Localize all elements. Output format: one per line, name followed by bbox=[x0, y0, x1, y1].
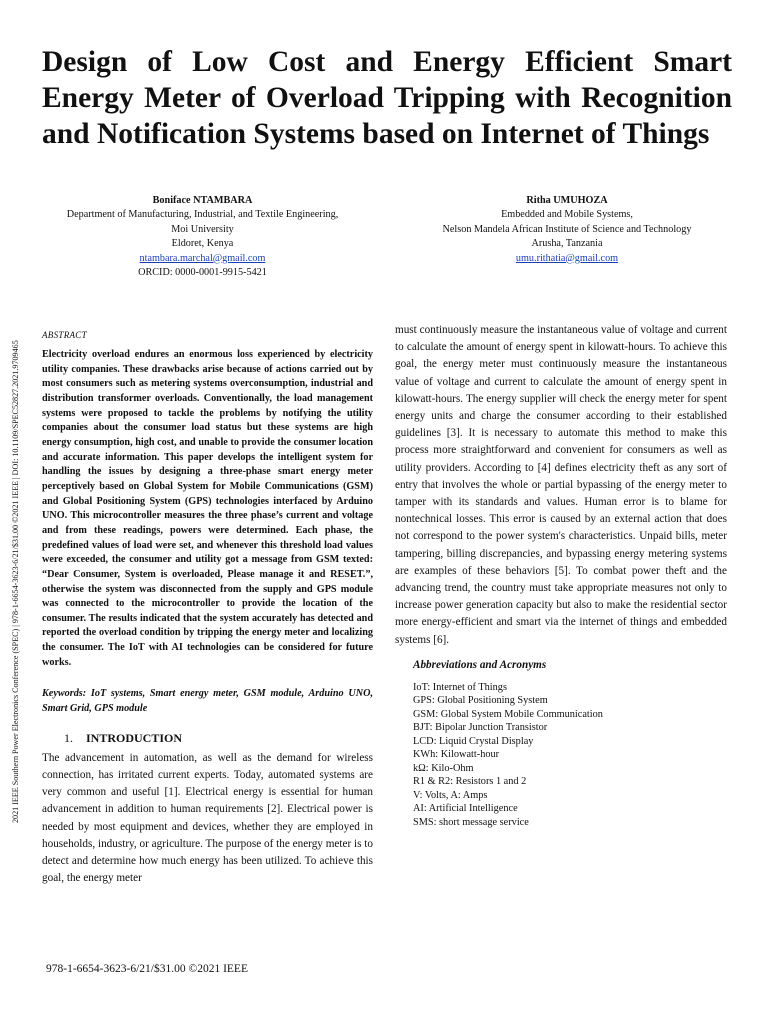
abstract-heading: ABSTRACT bbox=[42, 330, 87, 340]
author-affiliation: Moi University bbox=[171, 223, 234, 235]
acronym-item: R1 & R2: Resistors 1 and 2 bbox=[413, 776, 527, 788]
acronyms-list bbox=[395, 681, 727, 830]
author-name: Ritha UMUHOZA bbox=[526, 195, 608, 206]
acronym-item: SMS: short message service bbox=[413, 816, 529, 828]
author-orcid: ORCID: 0000-0001-9915-5421 bbox=[138, 267, 267, 279]
left-column bbox=[42, 330, 373, 887]
author-location: Eldoret, Kenya bbox=[171, 238, 234, 250]
author-affiliation: Embedded and Mobile Systems, bbox=[501, 209, 633, 221]
author-email-link[interactable]: umu.rithatia@gmail.com bbox=[515, 252, 619, 264]
acronym-item: IoT: Internet of Things bbox=[413, 681, 507, 693]
page-footer: 978-1-6654-3623-6/21/$31.00 ©2021 IEEE bbox=[46, 963, 248, 975]
conference-doi-side-note: 2021 IEEE Southern Power Electronics Conference (SPEC) | 978-1-6654-3623-6/21/$31.00 ©2021 IEEE | DOI: 10.1109/SPEC52827.2021.9709465 bbox=[11, 340, 20, 823]
author-block-1 bbox=[40, 194, 365, 280]
abstract-text: Electricity overload endures an enormous loss experienced by electricity utility companies. These drawbacks arise because of actions carried out by most consumers such as metering systems overconsumption, industrial and distribution transformer overloads. Conventionally, the load management systems were proposed to tackle the problems by notifying the utility companies about the consumer load status but these systems are high energy consumption, high cost, and unable to provide the consumer location and accurate information. This paper develops the intelligent system for handling the issues by designing a three-phase smart energy meter perceptively based on Global System for Mobile Communications (GSM) and Global Positioning System (GPS) technologies interfaced by Arduino UNO. This microcontroller measures the three phase’s current and voltage and from these readings, powers were determined. Each phase, the predefined values of load were set, and whenever this threshold load values were exceeded, the consumer and utility got a message from GSM texted: “Dear Consumer, System is overloaded, Please manage it and RESET.”, otherwise the system was disconnected from the supply and GPS module was connected to the microcontroller to provide the location of the consumer. The results indicated that the system accurately has detected and reported the overload condition by tripping the energy meter and localizing the consumer. The IoT with AI technologies can be considered for future works. bbox=[42, 349, 373, 668]
author-affiliation: Department of Manufacturing, Industrial, and Textile Engineering, bbox=[66, 209, 339, 221]
right-column bbox=[395, 322, 727, 829]
section-number: 1. bbox=[64, 730, 73, 745]
section-title: INTRODUCTION bbox=[86, 730, 183, 745]
author-block-2 bbox=[392, 194, 742, 266]
author-affiliation: Nelson Mandela African Institute of Science and Technology bbox=[442, 223, 692, 235]
acronyms-heading: Abbreviations and Acronyms bbox=[413, 658, 547, 671]
author-location: Arusha, Tanzania bbox=[531, 238, 603, 250]
acronym-item: kΩ: Kilo-Ohm bbox=[413, 762, 474, 774]
introduction-text-left: The advancement in automation, as well as the demand for wireless connection, has irritated current experts. Today, automated systems are very common and useful [1]. Electrical energy is essential for human advancement in addition to human requirements [2]. Electrical power is needed by most equipment and devices, whether they are employed in households, industry, or agriculture. The purpose of the energy meter is to detect and determine how much energy has been utilized. To achieve this goal, the energy meter bbox=[42, 751, 373, 885]
acronym-item: KWh: Kilowatt-hour bbox=[413, 749, 500, 761]
acronym-item: LCD: Liquid Crystal Display bbox=[413, 735, 534, 747]
paper-title: Design of Low Cost and Energy Efficient Smart Energy Meter of Overload Tripping with Recognition and Notification Systems based on Internet of Things bbox=[42, 46, 732, 150]
acronym-item: GPS: Global Positioning System bbox=[413, 695, 548, 707]
introduction-text-right: must continuously measure the instantaneous value of voltage and current to calculate the amount of energy spent in kilowatt-hours. To achieve this goal, the energy meter must continuously measure the instantaneous value of voltage and current to calculate the amount of energy spent in kilowatt-hours. The energy supplier will check the energy meter for spent energy units and charge the consumer according to their established guidelines [3]. It is necessary to automate this method to make this process more straightforward and convenient for consumers as well as utility providers. According to [4] defines electricity theft as any sort of entry that involves the whole or partial bypassing of the energy meter to tamper with its standards and values. Human error is to blame for nontechnical losses. This error is caused by an external action that does not correspond to the power system's characteristics. Unpaid bills, meter tampering, billing discrepancies, and bypassing energy metering systems are examples of these behaviors [5]. To combat power theft and the advancing trend, the country must take appropriate measures not only to increase power generation capacity but also to make the residential sector more energy-efficient and smart via the internet of things and embedded systems [6]. bbox=[395, 324, 727, 646]
author-name: Boniface NTAMBARA bbox=[152, 195, 253, 206]
acronym-item: AI: Artificial Intelligence bbox=[413, 803, 518, 815]
section-heading-introduction bbox=[64, 731, 373, 746]
acronym-item: V: Volts, A: Amps bbox=[413, 789, 488, 801]
author-email-link[interactable]: ntambara.marchal@gmail.com bbox=[139, 252, 266, 264]
acronym-item: BJT: Bipolar Junction Transistor bbox=[413, 722, 548, 734]
keywords: Keywords: IoT systems, Smart energy meter, GSM module, Arduino UNO, Smart Grid, GPS module bbox=[42, 688, 373, 715]
acronym-item: GSM: Global System Mobile Communication bbox=[413, 708, 603, 720]
